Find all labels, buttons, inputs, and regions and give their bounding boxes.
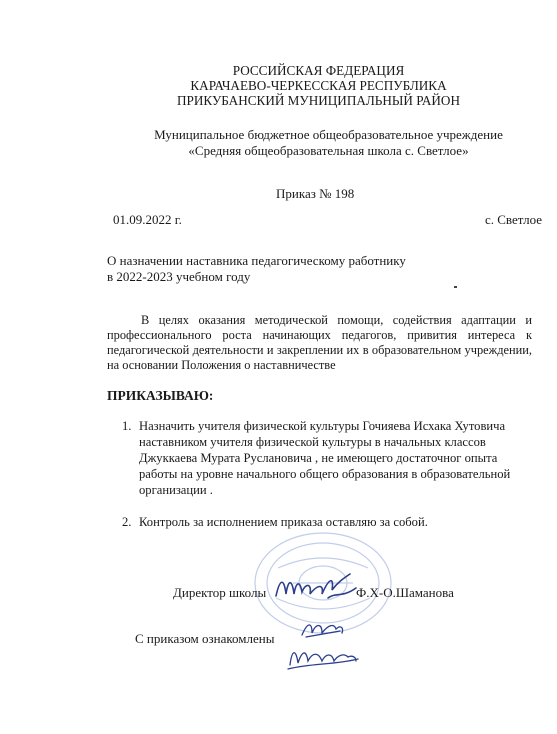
organization-line-1: Муниципальное бюджетное общеобразовательное учреждение — [154, 127, 503, 142]
signature-title: Директор школы — [173, 585, 267, 600]
order-place: с. Светлое — [484, 212, 542, 227]
preamble-paragraph: В целях оказания методической помощи, содействия адаптации и профессионального роста начинающих педагогов, привития интереса к педагогической деятельности и закреплении их в образовательном учреждении, на основании Положения о наставничестве — [107, 313, 532, 372]
order-items-list — [122, 418, 542, 530]
director-signature — [272, 568, 360, 608]
acknowledged-label: С приказом ознакомлены — [135, 631, 275, 646]
item-line: работы на уровне начального общего образования в образовательной — [139, 467, 511, 481]
item-number: 1. — [122, 419, 132, 433]
header-country: РОССИЙСКАЯ ФЕДЕРАЦИЯ — [232, 63, 405, 78]
prikazyvayu-heading: ПРИКАЗЫВАЮ: — [107, 388, 214, 403]
order-number: Приказ № 198 — [276, 186, 355, 201]
organization-line-2: «Средняя общеобразовательная школа с. Светлое» — [188, 143, 469, 158]
header-district: ПРИКУБАНСКИЙ МУНИЦИПАЛЬНЫЙ РАЙОН — [177, 93, 460, 108]
order-subject — [107, 253, 406, 285]
signature-name: Ф.Х-О.Шаманова — [356, 585, 454, 600]
item-number: 2. — [122, 515, 132, 529]
subject-line-2: в 2022-2023 учебном году — [107, 269, 251, 284]
item-line: Назначить учителя физической культуры Гочияева Исхака Хутовича — [139, 419, 506, 433]
item-line: организации . — [139, 483, 213, 497]
item-line: Джуккаева Мурата Руслановича , не имеющего достаточног опыта — [139, 451, 498, 465]
scan-speck — [454, 286, 457, 288]
acknowledgment-signatures — [282, 615, 362, 677]
item-line: Контроль за исполнением приказа оставляю за собой. — [139, 515, 428, 529]
organization-name — [0, 127, 557, 159]
order-item — [122, 418, 542, 498]
order-date: 01.09.2022 г. — [113, 212, 182, 227]
subject-line-1: О назначении наставника педагогическому работнику — [107, 253, 406, 268]
document-header — [0, 63, 557, 108]
header-republic: КАРАЧАЕВО-ЧЕРКЕССКАЯ РЕСПУБЛИКА — [190, 78, 447, 93]
item-line: наставником учителя физической культуры в начальных классов — [139, 435, 486, 449]
